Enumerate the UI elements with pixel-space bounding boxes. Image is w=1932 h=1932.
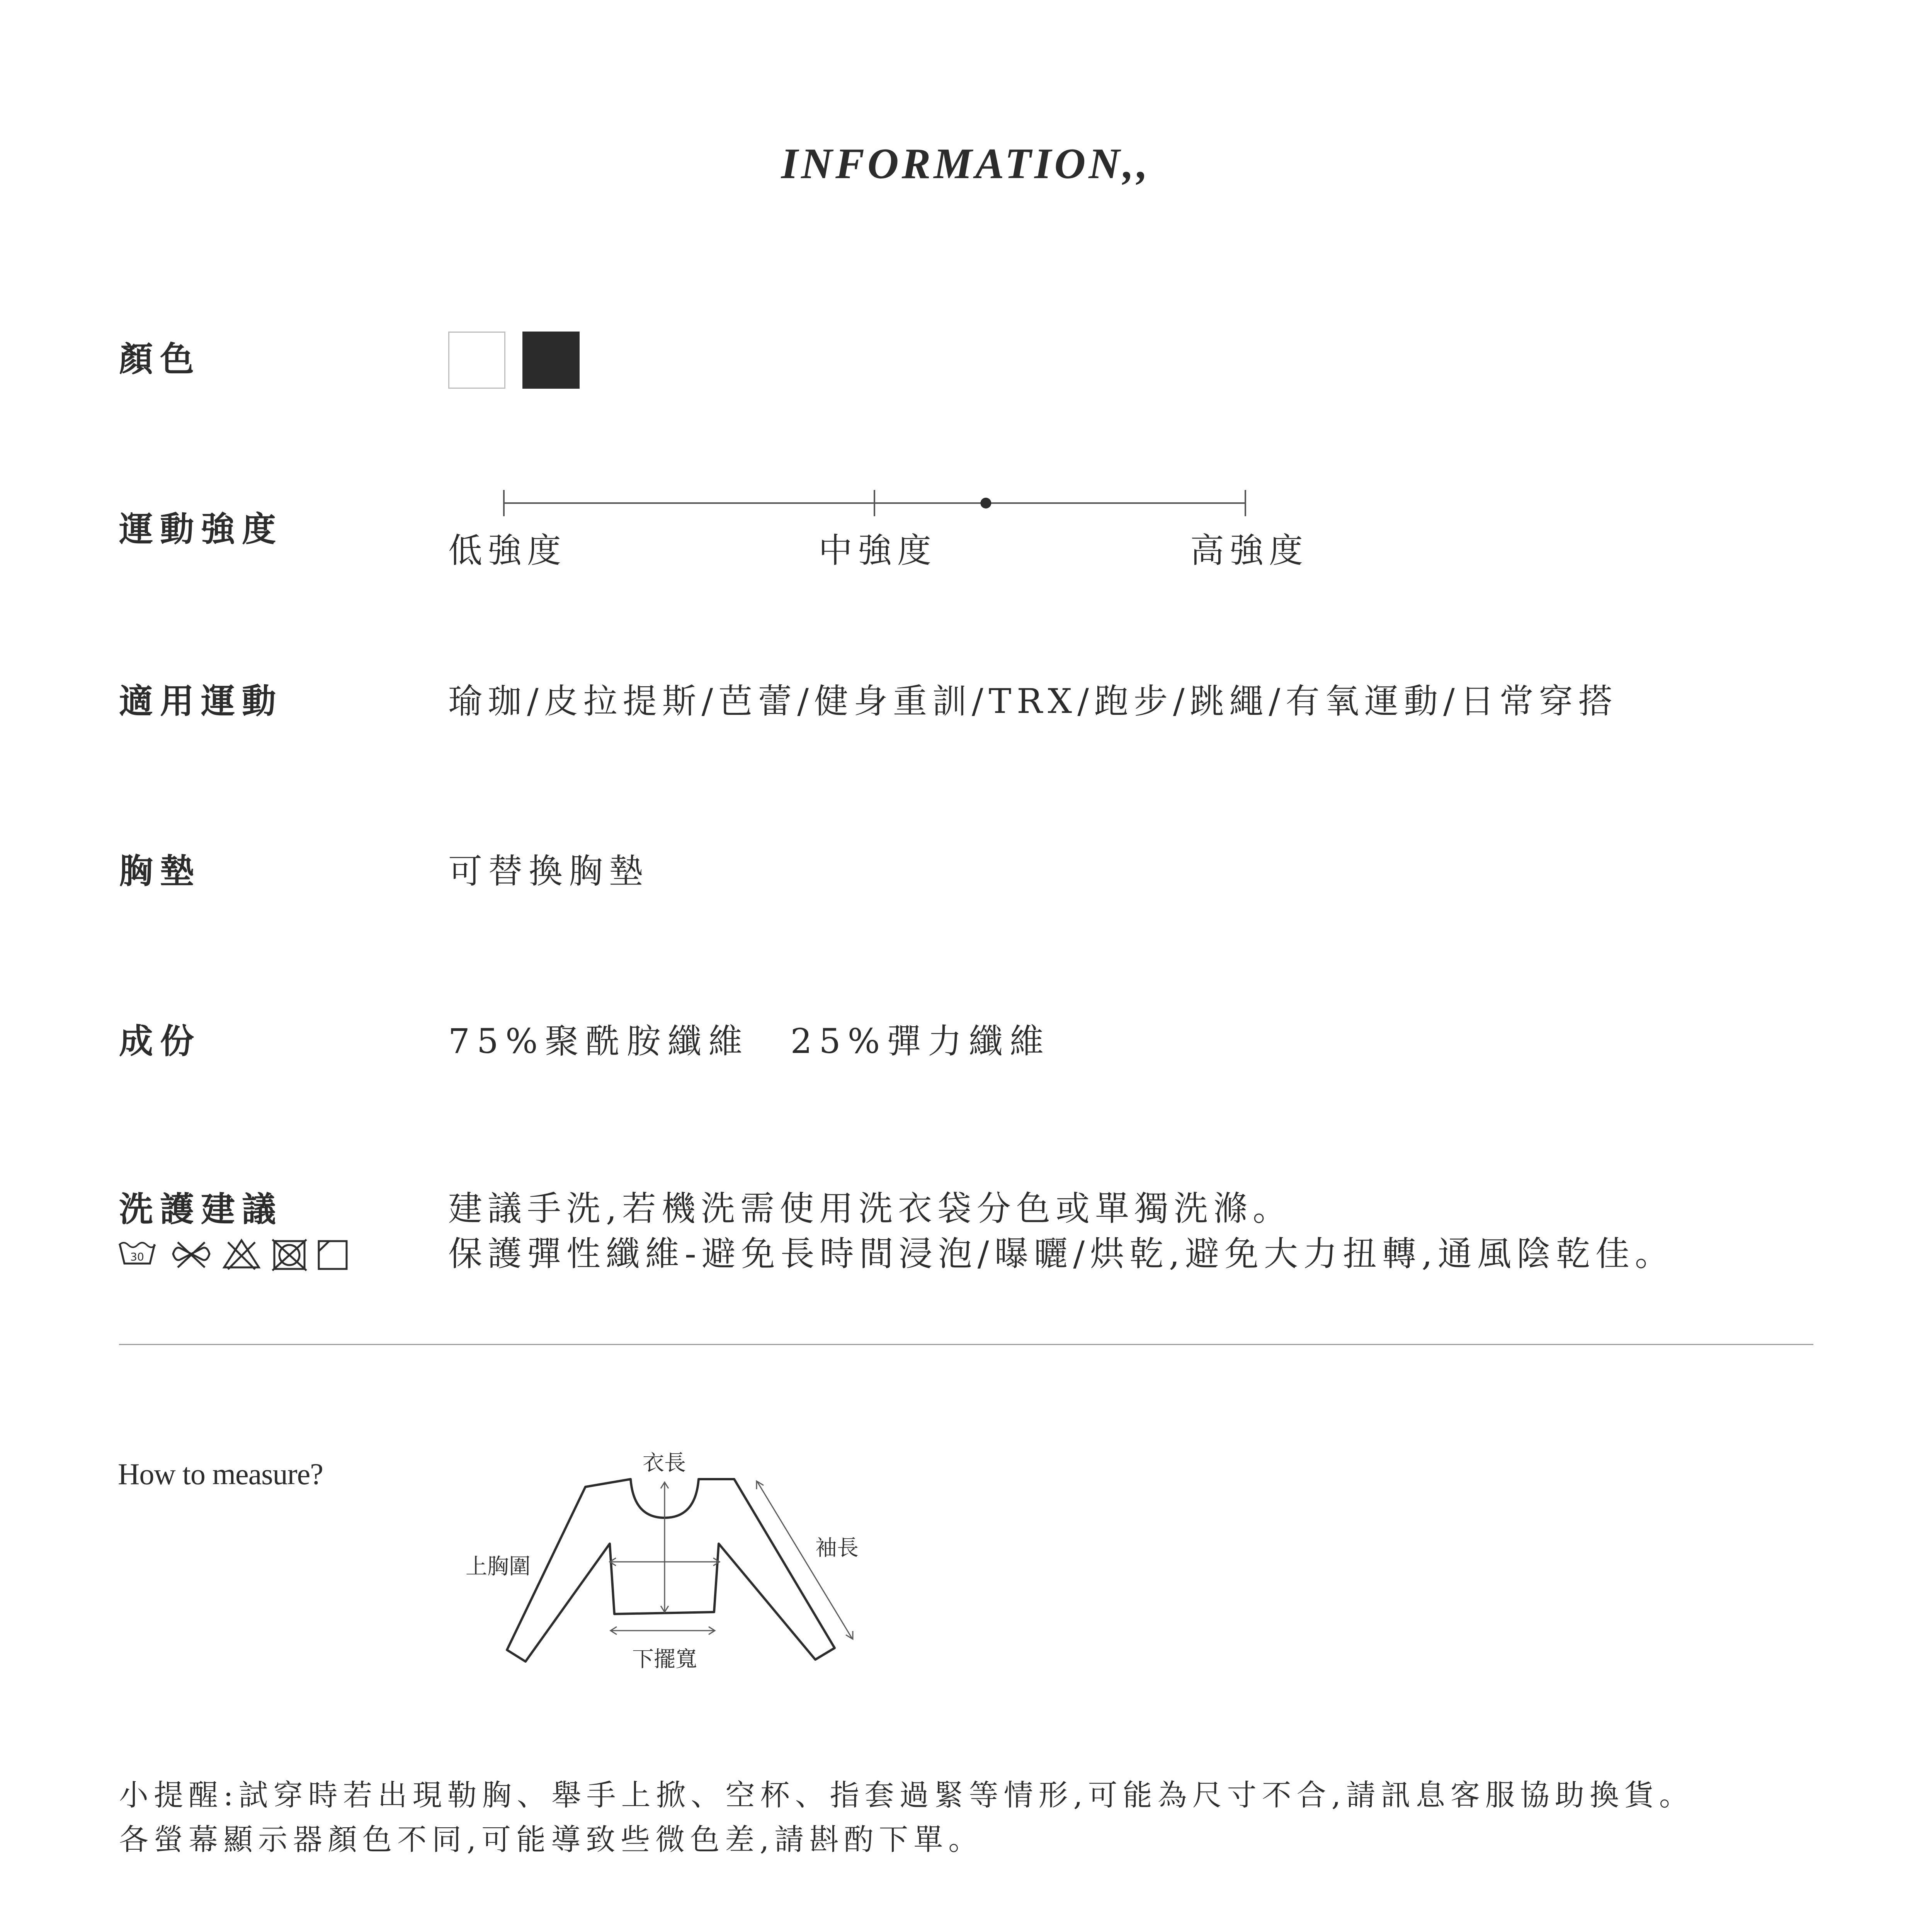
intensity-level-dot — [980, 498, 991, 509]
garment-outline — [507, 1479, 835, 1662]
pad-label: 胸墊 — [119, 851, 201, 891]
hem-label: 下擺寬 — [632, 1647, 697, 1672]
measure-title: How to measure? — [118, 1457, 323, 1491]
no-bleach-icon — [224, 1240, 259, 1269]
intensity-tick-high-label: 高強度 — [1190, 531, 1309, 570]
sports-value: 瑜珈/皮拉提斯/芭蕾/健身重訓/TRX/跑步/跳繩/有氧運動/日常穿搭 — [448, 681, 1618, 721]
wash-temp-text: 30 — [130, 1250, 144, 1263]
care-line-1: 建議手洗,若機洗需使用洗衣袋分色或單獨洗滌。 — [448, 1189, 1292, 1228]
black-color-swatch[interactable] — [522, 332, 580, 389]
chest-label: 上胸圍 — [466, 1554, 531, 1579]
intensity-scale — [483, 483, 1294, 518]
care-icons — [116, 1236, 355, 1271]
white-color-swatch[interactable] — [448, 332, 505, 389]
sports-label: 適用運動 — [119, 681, 283, 721]
no-tumble-dry-icon — [272, 1240, 306, 1270]
dry-in-shade-icon — [319, 1241, 347, 1269]
section-divider — [119, 1344, 1813, 1345]
intensity-label: 運動強度 — [119, 509, 283, 549]
page-title: INFORMATION,, — [781, 140, 1151, 188]
color-label: 顏色 — [119, 339, 201, 379]
material-value: 75%聚酰胺纖維 25%彈力纖維 — [448, 1021, 1051, 1061]
wash-30-icon — [119, 1243, 155, 1264]
sleeve-label: 袖長 — [815, 1536, 859, 1561]
intensity-tick-low-label: 低強度 — [448, 531, 567, 570]
length-label: 衣長 — [643, 1451, 686, 1476]
care-label: 洗護建議 — [119, 1189, 283, 1229]
reminder-line-1: 小提醒:試穿時若出現勒胸、舉手上掀、空杯、指套過緊等情形,可能為尺寸不合,請訊息客服協助換貨。 — [119, 1778, 1694, 1812]
care-line-2: 保護彈性纖維-避免長時間浸泡/曝曬/烘乾,避免大力扭轉,通風陰乾佳。 — [448, 1234, 1674, 1274]
reminder-line-2: 各螢幕顯示器顏色不同,可能導致些微色差,請斟酌下單。 — [119, 1822, 983, 1857]
pad-value: 可替換胸墊 — [448, 851, 650, 891]
intensity-tick-mid-label: 中強度 — [818, 531, 937, 570]
material-label: 成份 — [119, 1021, 201, 1061]
no-wring-icon — [173, 1242, 209, 1267]
